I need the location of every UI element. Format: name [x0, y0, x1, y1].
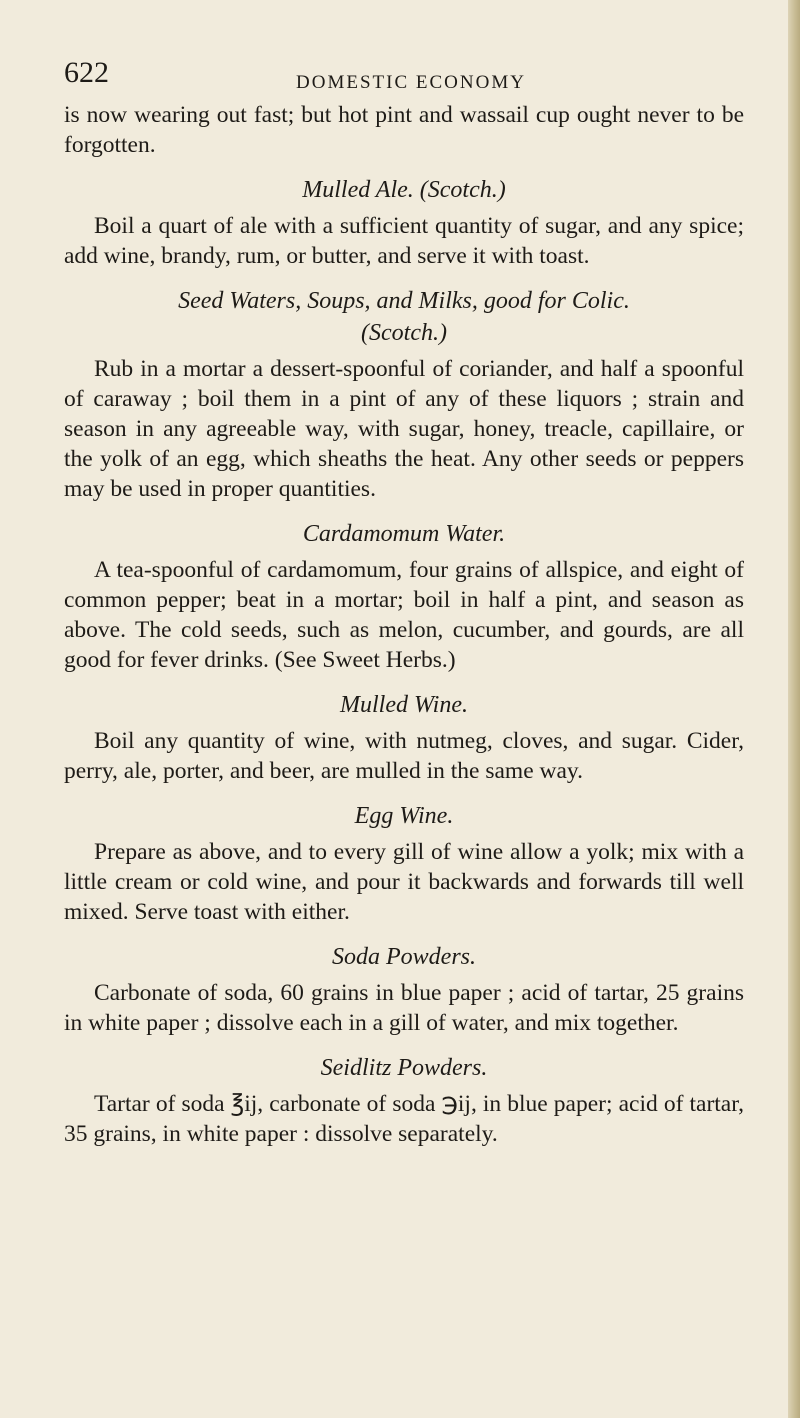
- recipe-body: Prepare as above, and to every gill of wine allow a yolk; mix with a little cream or cold wine, and pour it backwards and forwards till well mixed. Serve toast with either.: [64, 839, 744, 925]
- running-head: DOMESTIC ECONOMY: [296, 72, 526, 93]
- recipe-title: Seidlitz Powders.: [320, 1055, 488, 1081]
- continuation-paragraph: is now wearing out fast; but hot pint and wassail cup ought never to be forgotten.: [64, 102, 744, 158]
- recipe-title: Cardamomum Water.: [302, 521, 506, 547]
- page-number: 622: [64, 56, 109, 89]
- recipe-body: Rub in a mortar a dessert-spoonful of coriander, and half a spoonful of caraway ; boil them in a pint of any of these liquors ; strain and season in any agreeable way, with sugar, honey, treacle, capillaire, or the yolk of an egg, which sheaths the heat. Any other seeds or peppers may be used in proper quantities.: [64, 356, 744, 502]
- recipe-body: Boil a quart of ale with a sufficient quantity of sugar, and any spice; add wine, brandy, rum, or butter, and serve it with toast.: [64, 213, 744, 269]
- recipe-title-text: Seed Waters, Soups, and Milks, good for Colic.: [178, 288, 630, 314]
- recipe-title: Soda Powders.: [332, 944, 476, 970]
- recipe-body: A tea-spoonful of cardamomum, four grains of allspice, and eight of common pepper; beat in a mortar; boil in half a pint, and season as above. The cold seeds, such as melon, cucumber, and gourds, are all good for fever drinks. (See Sweet Herbs.): [64, 557, 744, 673]
- recipe-title: [64, 286, 744, 348]
- recipe-body: Boil any quantity of wine, with nutmeg, cloves, and sugar. Cider, perry, ale, porter, and beer, are mulled in the same way.: [64, 728, 744, 784]
- recipe-title: Mulled Wine.: [340, 692, 468, 718]
- recipe-title: Mulled Ale. (Scotch.): [302, 177, 506, 203]
- recipe-body: Carbonate of soda, 60 grains in blue paper ; acid of tartar, 25 grains in white paper ; dissolve each in a gill of water, and mix together.: [64, 980, 744, 1036]
- page-header: [64, 56, 758, 96]
- page-edge: [788, 0, 800, 1418]
- recipe-subtitle: (Scotch.): [361, 320, 447, 346]
- page-content: [64, 100, 744, 1149]
- recipe-title: Egg Wine.: [354, 803, 454, 829]
- recipe-body: Tartar of soda ℥ij, carbonate of soda ℈ij, in blue paper; acid of tartar, 35 grains, in white paper : dissolve separately.: [64, 1091, 744, 1147]
